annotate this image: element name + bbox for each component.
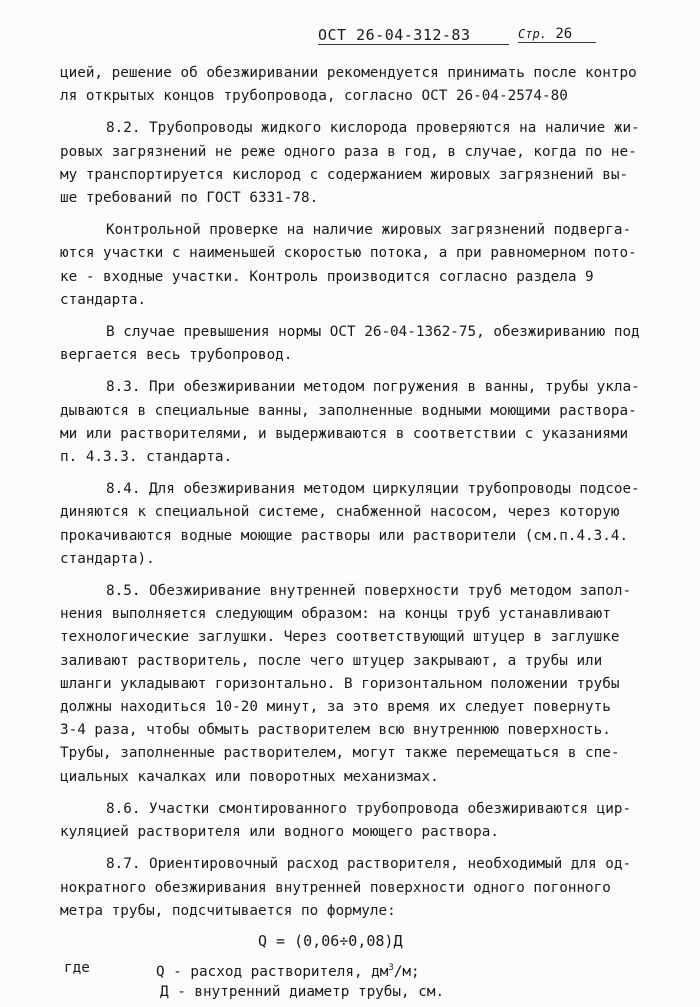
text-line: нения выполняется следующим образом: на концы труб устанавливают [60, 606, 611, 623]
legend-d-definition: Д - внутренний диаметр трубы, см. [160, 983, 445, 1000]
paragraph-8-2 [60, 117, 656, 210]
text-line: стандарта. [60, 291, 147, 308]
document-body [60, 62, 656, 1007]
text-line: заливают растворитель, после чего штуцер закрывают, а трубы или [60, 652, 603, 669]
text-line: 8.6. Участки смонтированного трубопровода обезжириваются цир- [106, 800, 632, 817]
paragraph-8-4 [60, 478, 656, 571]
legend-q-exponent: 3 [388, 962, 394, 973]
paragraph-control-check [60, 219, 656, 312]
text-line: нократного обезжиривания внутренней поверхности одного погонного [60, 879, 611, 896]
text-line: Трубы, заполненные растворителем, могут также перемещаться в спе- [60, 745, 620, 762]
paragraph-8-6 [60, 798, 656, 844]
text-line: стандарта). [60, 550, 155, 567]
text-line: ля открытых концов трубопровода, согласно ОСТ 26-04-2574-80 [60, 88, 568, 105]
text-line: прокачиваются водные моющие растворы или растворители (см.п.4.3.4. [60, 527, 629, 544]
text-line: ются участки с наименьшей скоростью потока, а при равномерном пото- [60, 245, 637, 262]
text-line: п. 4.3.3. стандарта. [60, 449, 233, 466]
text-line: му транспортируется кислород с содержанием жировых загрязнений вы- [60, 166, 629, 183]
text-line: Контрольной проверке на наличие жировых загрязнений подверга- [106, 222, 632, 239]
text-line: 8.2. Трубопроводы жидкого кислорода проверяются на наличие жи- [106, 120, 640, 137]
legend-q-definition [156, 957, 420, 984]
text-line: технологические заглушки. Через соответствующий штуцер в заглушке [60, 629, 620, 646]
text-line: 3-4 раза, чтобы обмыть растворителем всю внутреннюю поверхность. [60, 722, 611, 739]
text-line: 8.5. Обезжиривание внутренней поверхности труб методом запол- [106, 583, 632, 600]
paragraph-8-7 [60, 853, 656, 923]
legend-q-text: Q - расход растворителя, дм [156, 963, 389, 980]
paragraph-norm-exceed [60, 321, 656, 367]
text-line: циальных качалках или поворотных механизмах. [60, 768, 439, 785]
formula-legend [60, 957, 656, 1007]
text-line: В случае превышения нормы ОСТ 26-04-1362-75, обезжириванию под [106, 324, 640, 341]
text-line: ке - входные участки. Контроль производится согласно раздела 9 [60, 268, 594, 285]
page-header [0, 24, 700, 50]
text-line: цией, решение об обезжиривании рекомендуется принимать после контро [60, 65, 637, 81]
page-label: Стр. [518, 27, 547, 41]
text-line: 8.4. Для обезжиривания методом циркуляции трубопроводы подсое- [106, 481, 640, 498]
text-line: ровых загрязнений не реже одного раза в год, в случае, когда по не- [60, 143, 637, 160]
page-number [518, 26, 596, 43]
text-line: должны находиться 10-20 минут, за это время их следует повернуть [60, 699, 611, 716]
paragraph-8-5 [60, 580, 656, 789]
text-line: метра трубы, подсчитывается по формуле: [60, 902, 396, 919]
paragraph-continuation [60, 62, 656, 108]
legend-q-unit-tail: /м; [393, 963, 420, 980]
page-number-value: 26 [555, 26, 573, 42]
text-line: 8.3. При обезжиривании методом погружения в ванны, трубы укла- [106, 379, 640, 396]
text-line: куляцией растворителя или водного моющего раствора. [60, 824, 499, 841]
text-line: дываются в специальные ванны, заполненные водными моющими раствора- [60, 402, 637, 419]
legend-where: где [64, 959, 90, 976]
paragraph-8-3 [60, 376, 656, 469]
text-line: диняются к специальной системе, снабженной насосом, через которую [60, 504, 620, 521]
formula: Q = (0,06÷0,08)Д [258, 931, 403, 950]
text-line: шланги укладывают горизонтально. В горизонтальном положении трубы [60, 675, 620, 692]
text-line: ми или растворителями, и выдерживаются в соответствии с указаниями [60, 425, 629, 442]
text-line: вергается весь трубопровод. [60, 347, 293, 364]
text-line: ше требований по ГОСТ 6331-78. [60, 190, 319, 207]
document-code: ОСТ 26-04-312-83 [318, 26, 509, 45]
text-line: 8.7. Ориентировочный расход растворителя, необходимый для од- [106, 856, 632, 873]
